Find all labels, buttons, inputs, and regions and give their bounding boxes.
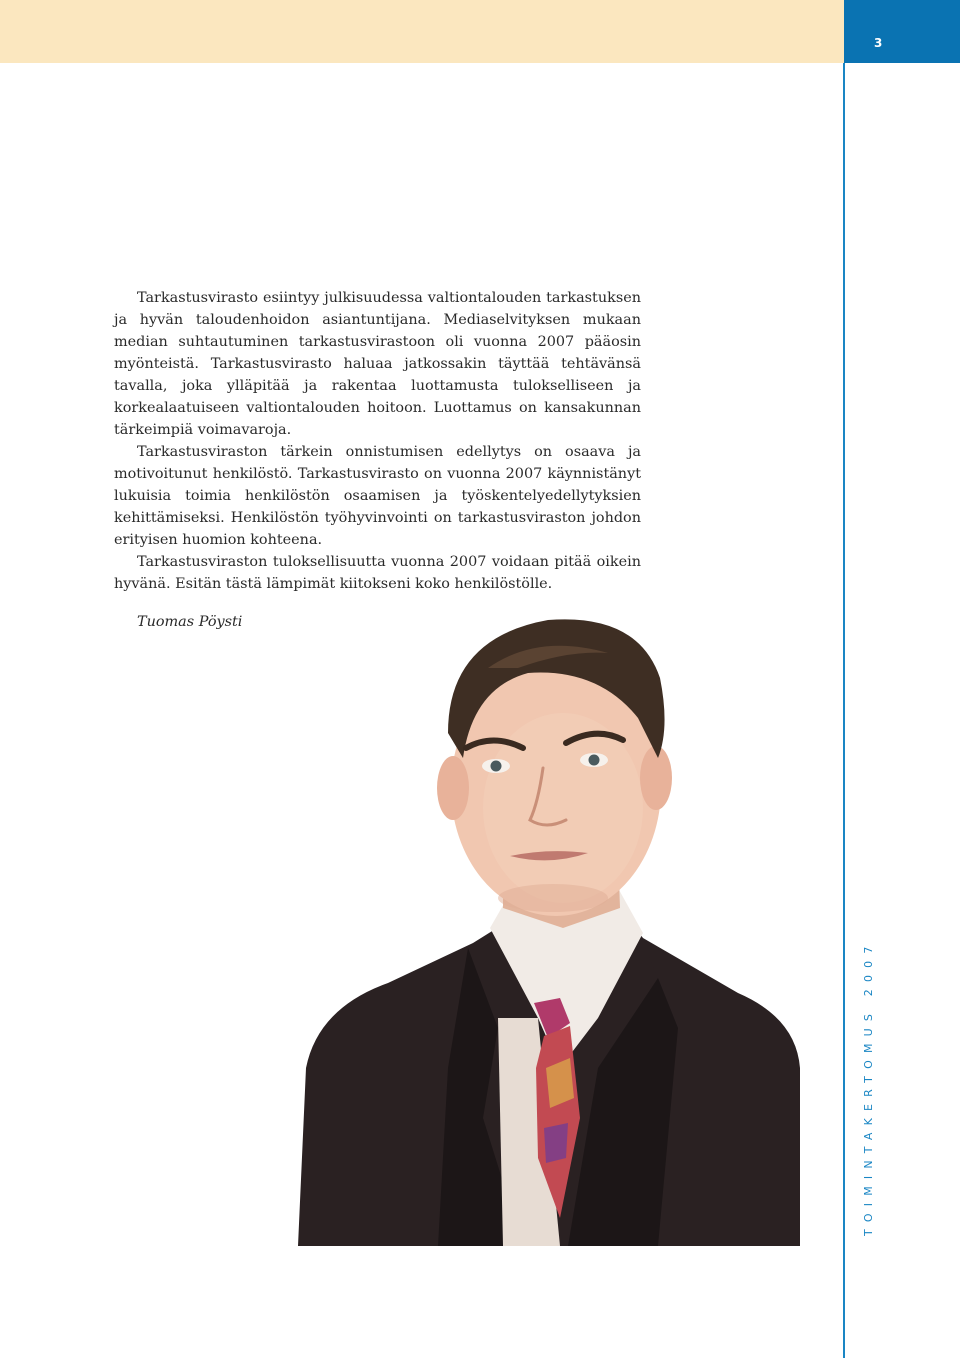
side-caption-text: TOIMINTAKERTOMUS 2007 <box>862 939 875 1236</box>
article-body <box>114 287 641 595</box>
portrait-photo <box>298 598 800 1246</box>
ear-right <box>640 746 672 810</box>
paragraph: Tarkastusviraston tuloksellisuutta vuonna 2007 voidaan pitää oikein hyvänä. Esitän tästä lämpimät kiitokseni koko henkilöstölle. <box>114 554 641 592</box>
page-number-tab <box>844 0 960 63</box>
paragraph: Tarkastusviraston tärkein onnistumisen edellytys on osaava ja motivoitunut henkilöstö. Tarkastusvirasto on vuonna 2007 käynnistänyt lukuisia toimia henkilöstön osaamisen ja työskentelyedellytyksien kehittämiseksi. Henkilöstön työhyvinvointi on tarkastusviraston johdon erityisen huomion kohteena. <box>114 444 641 548</box>
header-band <box>0 0 844 63</box>
page-number: 3 <box>874 36 883 50</box>
side-rule <box>843 63 845 1358</box>
ear-left <box>437 756 469 820</box>
paragraph: Tarkastusvirasto esiintyy julkisuudessa valtiontalouden tarkastuksen ja hyvän taloudenhoidon asiantuntijana. Mediaselvityksen mukaan median suhtautuminen tarkastusvirastoon oli vuonna 2007 pääosin myönteistä. Tarkastusvirasto haluaa jatkossakin täyttää tehtävänsä tavalla, joka ylläpitää ja rakentaa luottamusta tulokselliseen ja korkealaatuiseen valtiontalouden hoitoon. Luottamus on kansakunnan tärkeimpiä voimavaroja. <box>114 290 641 438</box>
signature: Tuomas Pöysti <box>137 614 243 630</box>
